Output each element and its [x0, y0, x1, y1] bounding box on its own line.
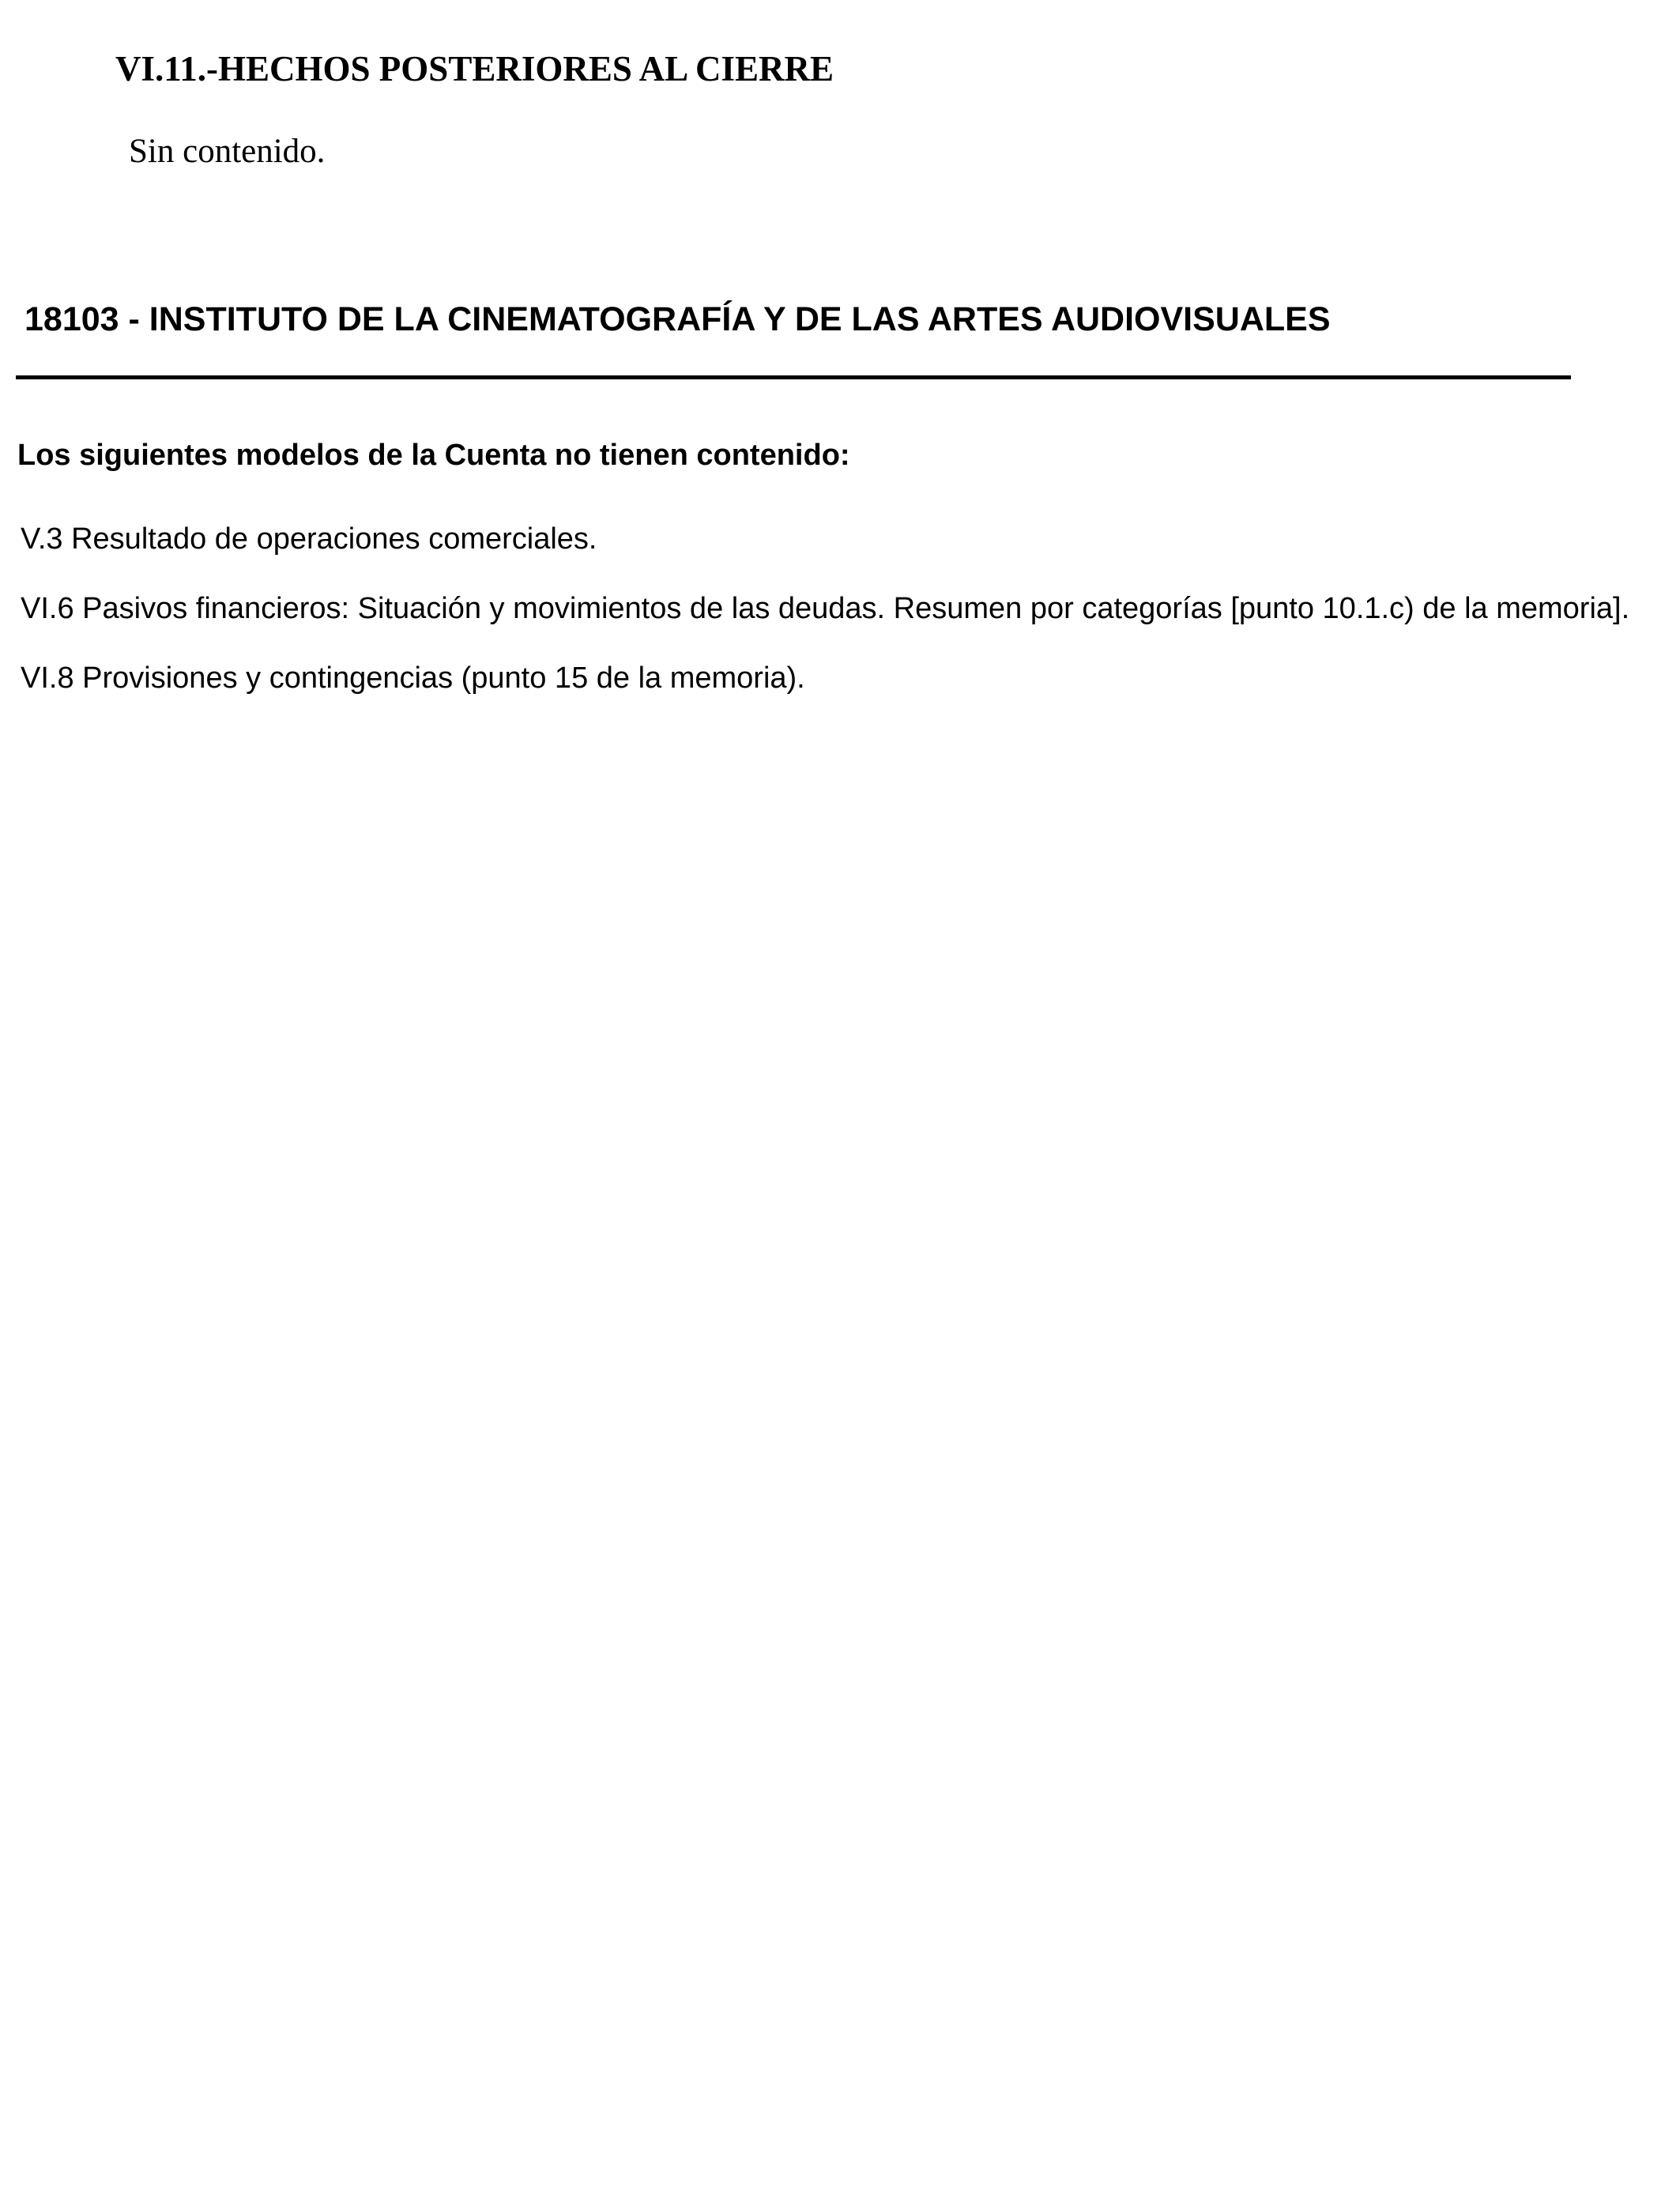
model-item-v3: V.3 Resultado de operaciones comerciales.	[21, 522, 597, 556]
empty-models-intro: Los siguientes modelos de la Cuenta no tienen contenido:	[17, 439, 850, 472]
model-item-vi8: VI.8 Provisiones y contingencias (punto 15 de la memoria).	[21, 662, 805, 695]
empty-models-list	[21, 517, 1629, 726]
title-divider	[16, 375, 1571, 379]
section-body-text: Sin contenido.	[129, 133, 326, 170]
section-heading: VI.11.-HECHOS POSTERIORES AL CIERRE	[115, 49, 834, 89]
entity-title: 18103 - INSTITUTO DE LA CINEMATOGRAFÍA Y DE LAS ARTES AUDIOVISUALES	[24, 300, 1331, 338]
model-item-vi6: VI.6 Pasivos financieros: Situación y movimientos de las deudas. Resumen por categorías [punto 10.1.c) de la memoria].	[21, 592, 1630, 625]
